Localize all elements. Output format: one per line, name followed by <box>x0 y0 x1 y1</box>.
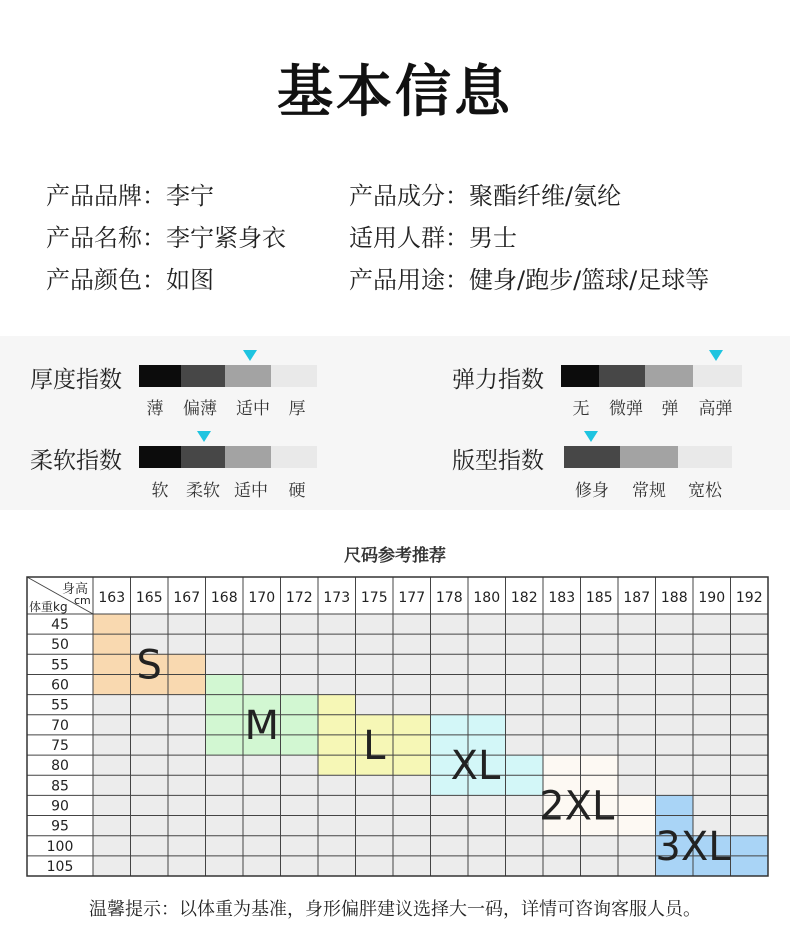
height-header-cell: 187 <box>623 590 651 606</box>
fit-level: 常规 <box>632 481 666 501</box>
height-header-cell: 177 <box>398 590 426 606</box>
height-header-cell: 165 <box>135 590 163 606</box>
height-header-cell: 185 <box>585 590 613 606</box>
height-header-cell: 178 <box>435 590 463 606</box>
fit-label: 版型指数 <box>452 448 544 474</box>
elasticity-level: 高弹 <box>698 399 733 419</box>
height-header-cell: 180 <box>473 590 501 606</box>
height-header-cell: 172 <box>285 590 313 606</box>
info-name: 产品名称：李宁紧身衣 <box>46 224 286 252</box>
weight-row-label: 75 <box>51 738 69 754</box>
height-header-cell: 167 <box>173 590 201 606</box>
elasticity-label: 弹力指数 <box>452 367 544 393</box>
softness-label: 柔软指数 <box>30 448 122 474</box>
height-header-cell: 173 <box>323 590 351 606</box>
thickness-level: 厚 <box>288 399 306 419</box>
softness-level: 硬 <box>288 481 306 501</box>
size-region-m <box>206 674 244 694</box>
weight-row-label: 85 <box>51 778 69 795</box>
info-color: 产品颜色：如图 <box>46 266 214 294</box>
height-header-cell: 182 <box>510 590 538 606</box>
weight-row-label: 45 <box>51 617 69 634</box>
page-title: 基本信息 <box>277 60 513 125</box>
info-material: 产品成分：聚酯纤维/氨纶 <box>349 182 622 210</box>
corner-height-unit: cm <box>74 594 91 607</box>
corner-height-label: 身高 <box>62 582 89 597</box>
height-header-cell: 192 <box>735 590 763 606</box>
height-header-cell: 190 <box>698 590 726 606</box>
height-header-cell: 183 <box>548 590 576 606</box>
weight-row-label: 60 <box>51 677 69 694</box>
softness-level: 柔软 <box>186 481 220 501</box>
height-header-cell: 170 <box>248 590 276 606</box>
height-header-cell: 188 <box>660 590 688 606</box>
size-label-l: L <box>363 723 386 769</box>
fit-level: 宽松 <box>688 481 722 501</box>
elasticity-level: 弹 <box>661 399 679 419</box>
weight-row-label: 90 <box>51 798 69 815</box>
size-label-2xl: 2XL <box>539 783 615 830</box>
size-chart-title: 尺码参考推荐 <box>344 546 446 566</box>
weight-row-label: 95 <box>51 818 69 835</box>
size-region-l <box>318 695 356 715</box>
height-header-cell: 175 <box>360 590 388 606</box>
thickness-label: 厚度指数 <box>30 367 122 393</box>
elasticity-level: 微弹 <box>609 399 643 419</box>
info-brand: 产品品牌：李宁 <box>46 182 214 210</box>
softness-level: 软 <box>151 481 169 501</box>
weight-row-label: 55 <box>51 657 69 674</box>
size-label-s: S <box>136 642 162 689</box>
weight-row-label: 105 <box>46 858 74 875</box>
size-label-m: M <box>244 702 280 749</box>
elasticity-level: 无 <box>572 399 590 419</box>
fit-level: 修身 <box>575 481 609 501</box>
thickness-level: 适中 <box>236 399 270 419</box>
weight-row-label: 80 <box>51 758 69 775</box>
thickness-level: 偏薄 <box>183 399 217 419</box>
size-label-xl: XL <box>450 743 501 790</box>
thickness-level: 薄 <box>146 399 164 419</box>
size-label-3xl: 3XL <box>655 823 731 870</box>
weight-row-label: 100 <box>46 838 74 855</box>
height-header-cell: 168 <box>210 590 238 606</box>
height-header-cell: 163 <box>98 590 126 606</box>
corner-weight-label: 体重kg <box>29 600 68 614</box>
weight-row-label: 55 <box>51 697 69 714</box>
info-crowd: 适用人群：男士 <box>349 224 517 252</box>
softness-level: 适中 <box>234 481 268 501</box>
tip-text: 温馨提示：以体重为基准，身形偏胖建议选择大一码，详情可咨询客服人员。 <box>89 899 701 920</box>
weight-row-label: 70 <box>51 717 69 734</box>
weight-row-label: 50 <box>51 637 69 654</box>
info-usage: 产品用途：健身/跑步/篮球/足球等 <box>349 266 710 294</box>
